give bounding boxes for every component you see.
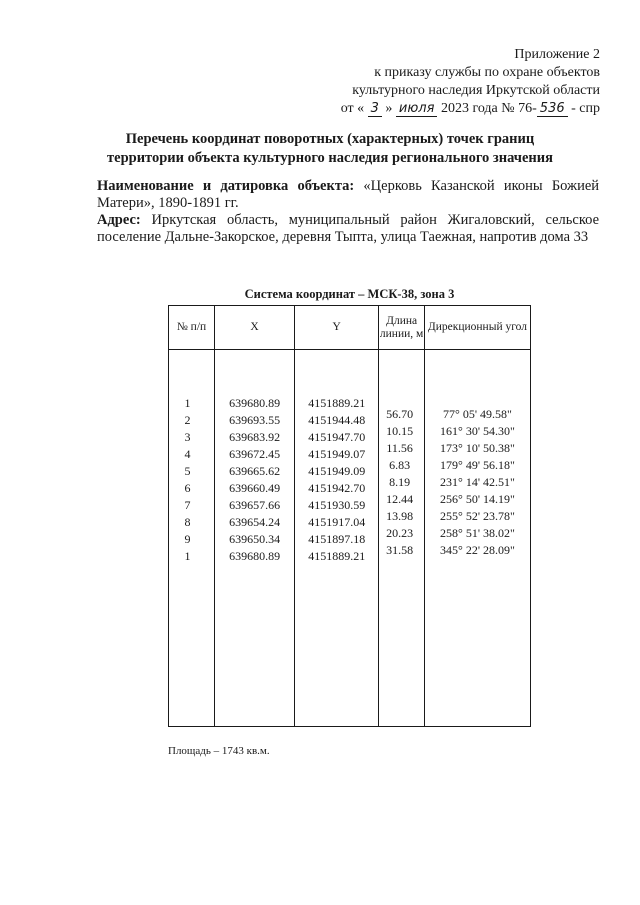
header-no: № п/п xyxy=(169,306,215,350)
coord-y: 4151897.18 xyxy=(308,532,366,546)
direction-angle: 173° 10' 50.38" xyxy=(440,441,515,455)
appendix-number: Приложение 2 xyxy=(514,47,600,62)
document-title xyxy=(60,130,600,168)
point-number: 6 xyxy=(184,481,191,495)
line-length: 13.98 xyxy=(386,509,414,523)
column-x xyxy=(215,350,295,727)
date-mid: » xyxy=(385,101,393,116)
table-body-row xyxy=(169,350,531,727)
point-number: 1 xyxy=(184,396,191,410)
coord-y: 4151930.59 xyxy=(308,498,366,512)
coordinates-table xyxy=(168,305,531,727)
header-y: Y xyxy=(295,306,379,350)
coord-x: 639660.49 xyxy=(229,481,281,495)
line-length: 11.56 xyxy=(386,441,413,455)
object-value: «Церковь Казанской иконы Божией Матери», 1890-1891 гг. xyxy=(97,178,600,211)
area-note: Площадь – 1743 кв.м. xyxy=(168,745,270,757)
coord-y: 4151949.09 xyxy=(308,464,366,478)
point-number: 1 xyxy=(184,549,191,563)
direction-angle: 161° 30' 54.30" xyxy=(440,424,515,438)
coord-y: 4151942.70 xyxy=(308,481,366,495)
header-x: X xyxy=(215,306,295,350)
coord-y: 4151889.21 xyxy=(308,396,366,410)
coord-y: 4151947.70 xyxy=(308,430,366,444)
column-length xyxy=(379,350,425,727)
handwritten-month: июля xyxy=(396,102,438,117)
direction-angle: 77° 05' 49.58" xyxy=(443,407,512,421)
coord-x: 639654.24 xyxy=(229,515,281,529)
point-number: 5 xyxy=(184,464,191,478)
coord-y: 4151949.07 xyxy=(308,447,366,461)
header-angle: Дирекционный угол xyxy=(424,306,530,350)
line-length: 31.58 xyxy=(386,543,414,557)
direction-angle: 256° 50' 14.19" xyxy=(440,492,515,506)
appendix-header xyxy=(341,46,600,118)
order-authority: культурного наследия Иркутской области xyxy=(352,83,600,98)
date-prefix: от « xyxy=(340,101,365,116)
point-number: 9 xyxy=(184,532,191,546)
line-length: 20.23 xyxy=(386,526,414,540)
coord-x: 639665.62 xyxy=(229,464,281,478)
object-info xyxy=(97,178,599,212)
handwritten-day: 3 xyxy=(368,102,382,117)
object-label: Наименование и датировка объекта: xyxy=(97,178,355,194)
coord-y: 4151944.48 xyxy=(308,413,366,427)
handwritten-doc-number: 536 xyxy=(537,102,568,117)
point-number: 3 xyxy=(184,430,191,444)
column-angle xyxy=(424,350,530,727)
coord-x: 639650.34 xyxy=(229,532,281,546)
point-number: 7 xyxy=(184,498,191,512)
date-year: 2023 года № 76- xyxy=(440,101,537,116)
coord-x: 639683.92 xyxy=(229,430,281,444)
coord-x: 639680.89 xyxy=(229,549,281,563)
direction-angle: 231° 14' 42.51" xyxy=(440,475,515,489)
table-caption: Система координат – МСК-38, зона 3 xyxy=(244,287,455,301)
direction-angle: 345° 22' 28.09" xyxy=(440,543,515,557)
title-line-2: территории объекта культурного наследия регионального значения xyxy=(107,150,553,166)
order-reference: к приказу службы по охране объектов xyxy=(374,65,600,80)
coord-x: 639680.89 xyxy=(229,396,281,410)
coord-y: 4151889.21 xyxy=(308,549,366,563)
coord-x: 639693.55 xyxy=(229,413,281,427)
direction-angle: 255° 52' 23.78" xyxy=(440,509,515,523)
point-number: 8 xyxy=(184,515,191,529)
header-length: Длина линии, м xyxy=(379,306,425,350)
coord-y: 4151917.04 xyxy=(308,515,366,529)
title-line-1: Перечень координат поворотных (характерных) точек границ xyxy=(125,131,535,147)
line-length: 12.44 xyxy=(386,492,414,506)
coord-x: 639672.45 xyxy=(229,447,281,461)
line-length: 10.15 xyxy=(386,424,414,438)
point-number: 2 xyxy=(184,413,191,427)
point-number: 4 xyxy=(184,447,191,461)
order-date-line xyxy=(341,100,600,118)
line-length: 6.83 xyxy=(389,458,411,472)
line-length: 8.19 xyxy=(389,475,411,489)
doc-suffix: - спр xyxy=(571,101,600,116)
column-y xyxy=(295,350,379,727)
coord-x: 639657.66 xyxy=(229,498,281,512)
address-value: Иркутская область, муниципальный район Жигаловский, сельское поселение Дальне-Закорское, деревня Тыпта, улица Таежная, напротив дома 33 xyxy=(97,212,600,245)
direction-angle: 258° 51' 38.02" xyxy=(440,526,515,540)
column-no xyxy=(169,350,215,727)
direction-angle: 179° 49' 56.18" xyxy=(440,458,515,472)
line-length: 56.70 xyxy=(386,407,414,421)
address-label: Адрес: xyxy=(97,212,141,228)
address-info xyxy=(97,212,599,246)
table-header-row xyxy=(169,306,531,350)
